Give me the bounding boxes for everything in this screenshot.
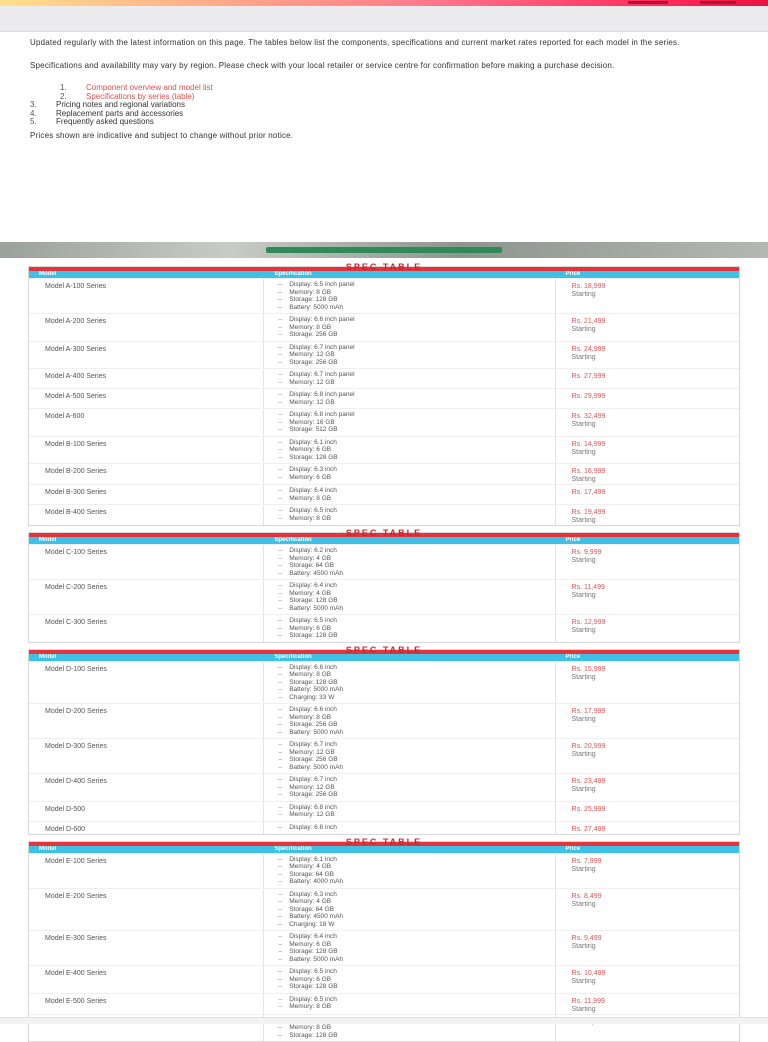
spec-line: – Display: 6.6 inch bbox=[278, 706, 554, 714]
table-row bbox=[29, 388, 739, 408]
list-number: 5. bbox=[30, 117, 37, 126]
spec-line: – Memory: 8 GB bbox=[278, 289, 554, 297]
price-cell bbox=[556, 802, 740, 821]
spec-line: – Memory: 8 GB bbox=[278, 1024, 554, 1032]
price-note: Starting bbox=[571, 900, 596, 908]
price-value: Rs. 25,999 bbox=[571, 805, 606, 813]
price-note: Starting bbox=[571, 978, 596, 986]
article-body bbox=[0, 32, 768, 242]
price-value: Rs. 17,499 bbox=[571, 489, 606, 496]
table-title: SPEC TABLE bbox=[345, 528, 423, 538]
price-value: Rs. 24,999 bbox=[571, 345, 606, 353]
model-cell: Model A-600 bbox=[29, 409, 264, 436]
list-text: Pricing notes and regional variations bbox=[56, 100, 185, 109]
price-note: Starting bbox=[571, 751, 596, 758]
model-cell: Model D-300 Series bbox=[29, 739, 264, 773]
spec-line: – Memory: 4 GB bbox=[278, 590, 554, 598]
model-cell: Model E-300 Series bbox=[29, 931, 264, 965]
spec-line: – Memory: 8 GB bbox=[278, 495, 554, 503]
spec-line: – Memory: 6 GB bbox=[278, 625, 554, 633]
price-value: Rs. 29,999 bbox=[571, 393, 606, 400]
spec-line: – Storage: 256 GB bbox=[278, 359, 554, 367]
price-note: Starting bbox=[571, 557, 596, 564]
spec-cell bbox=[264, 966, 555, 993]
spec-line: – Display: 6.2 inch bbox=[278, 547, 554, 555]
price-cell bbox=[556, 739, 740, 773]
spec-cell bbox=[264, 739, 555, 773]
spec-line: – Charging: 18 W bbox=[278, 921, 554, 929]
spec-cell bbox=[264, 889, 555, 931]
spec-line: – Display: 6.8 inch panel bbox=[278, 411, 554, 419]
spec-line: – Memory: 4 GB bbox=[278, 898, 554, 906]
price-value: Rs. 9,999 bbox=[571, 549, 602, 556]
model-cell: Model A-400 Series bbox=[29, 369, 264, 388]
spec-cell bbox=[264, 279, 555, 313]
spec-line: – Storage: 128 GB bbox=[278, 983, 554, 991]
spec-line: – Memory: 12 GB bbox=[278, 784, 554, 792]
spec-cell bbox=[264, 994, 555, 1014]
spec-line: – Memory: 4 GB bbox=[278, 863, 554, 871]
table-header-cell: Price bbox=[565, 271, 581, 277]
table-row bbox=[29, 278, 739, 313]
price-value: Rs. 11,999 bbox=[571, 997, 605, 1005]
model-cell: Model C-300 Series bbox=[29, 615, 264, 642]
model-cell: Model A-300 Series bbox=[29, 342, 264, 369]
model-cell: Model E-400 Series bbox=[29, 966, 264, 993]
table-title-bar bbox=[29, 528, 739, 538]
price-cell bbox=[556, 369, 740, 388]
model-cell: Model B-200 Series bbox=[29, 464, 264, 484]
price-value: Rs. 32,499 bbox=[571, 413, 606, 420]
spec-line: – Storage: 256 GB bbox=[278, 756, 554, 764]
table-header-cell: Specification bbox=[274, 537, 312, 543]
spec-line: – Storage: 128 GB bbox=[278, 948, 554, 956]
price-value: Rs. 7,999 bbox=[571, 857, 602, 865]
spec-table bbox=[28, 644, 740, 835]
spec-line: – Display: 6.7 inch bbox=[278, 741, 554, 749]
table-header-cell: Model bbox=[39, 271, 57, 277]
spec-line: – Display: 6.5 inch bbox=[278, 617, 554, 625]
image-caption-bar bbox=[266, 247, 502, 253]
spec-cell bbox=[264, 437, 555, 464]
spec-cell bbox=[264, 369, 555, 388]
spec-line: – Storage: 64 GB bbox=[278, 871, 554, 879]
model-cell: Model D-500 bbox=[29, 802, 264, 821]
price-value: Rs. 11,499 bbox=[571, 584, 605, 591]
price-cell bbox=[556, 464, 740, 484]
spec-line: – Storage: 128 GB bbox=[278, 454, 554, 462]
list-link[interactable]: Component overview and model list bbox=[86, 83, 213, 92]
table-row bbox=[29, 661, 739, 704]
table-header-cell: Specification bbox=[274, 271, 312, 277]
price-value: Rs. 19,499 bbox=[571, 509, 606, 516]
price-note: Starting bbox=[571, 326, 596, 333]
spec-line: – Storage: 256 GB bbox=[278, 721, 554, 729]
spec-cell bbox=[264, 774, 555, 801]
spec-line: – Memory: 12 GB bbox=[278, 399, 554, 407]
price-cell bbox=[556, 580, 740, 614]
model-cell: Model C-200 Series bbox=[29, 580, 264, 614]
table-row bbox=[29, 341, 739, 369]
price-note: Starting bbox=[571, 517, 596, 524]
article-paragraph: Specifications and availability may vary by region. Please check with your local retailer or service centre for confirmation before making a purchase decision. bbox=[30, 61, 615, 70]
spec-line: – Memory: 6 GB bbox=[278, 941, 554, 949]
model-cell: Model E-200 Series bbox=[29, 889, 264, 931]
model-cell: Model A-200 Series bbox=[29, 314, 264, 341]
price-note: Starting bbox=[571, 673, 596, 681]
spec-line: – Display: 6.5 inch panel bbox=[278, 281, 554, 289]
table-row bbox=[29, 703, 739, 738]
price-cell bbox=[556, 505, 740, 525]
spec-line: – Memory: 12 GB bbox=[278, 749, 554, 757]
spec-cell bbox=[264, 505, 555, 525]
spec-line: – Display: 6.7 inch panel bbox=[278, 344, 554, 352]
spec-line: – Memory: 8 GB bbox=[278, 1003, 554, 1011]
model-cell: Model D-600 bbox=[29, 822, 264, 834]
spec-line: – Display: 6.8 inch bbox=[278, 804, 554, 812]
spec-line: – Display: 6.7 inch bbox=[278, 776, 554, 784]
spec-cell bbox=[264, 704, 555, 738]
model-cell: Model A-100 Series bbox=[29, 279, 264, 313]
spec-cell bbox=[264, 464, 555, 484]
price-note: Starting bbox=[571, 943, 596, 951]
price-cell bbox=[556, 774, 740, 801]
table-row bbox=[29, 888, 739, 931]
spec-line: – Storage: 128 GB bbox=[278, 296, 554, 304]
price-value: Rs. 17,999 bbox=[571, 708, 606, 715]
spec-line: – Storage: 512 GB bbox=[278, 426, 554, 434]
spec-line: – Display: 6.4 inch bbox=[278, 933, 554, 941]
spec-line: – Storage: 128 GB bbox=[278, 1032, 554, 1040]
list-number: 1. bbox=[60, 83, 67, 92]
table-title-bar bbox=[29, 644, 739, 655]
list-text: Replacement parts and accessories bbox=[56, 108, 184, 118]
spec-line: – Display: 6.8 inch bbox=[278, 824, 554, 832]
model-cell: Model B-400 Series bbox=[29, 505, 264, 525]
spec-cell bbox=[264, 342, 555, 369]
price-value: Rs. 9,499 bbox=[571, 935, 602, 943]
spec-line: – Battery: 5000 mAh bbox=[278, 304, 554, 312]
spec-line: – Memory: 16 GB bbox=[278, 419, 554, 427]
table-row bbox=[29, 801, 739, 821]
spec-line: – Display: 6.3 inch bbox=[278, 891, 554, 899]
table-row bbox=[29, 463, 739, 484]
list-item bbox=[30, 118, 738, 127]
price-cell bbox=[556, 615, 740, 642]
spec-line: – Display: 6.7 inch panel bbox=[278, 371, 554, 379]
table-row bbox=[29, 614, 739, 642]
spec-line: – Display: 6.6 inch panel bbox=[278, 316, 554, 324]
model-cell: Model E-500 Series bbox=[29, 994, 264, 1014]
price-cell bbox=[556, 662, 740, 704]
table-header-cell: Price bbox=[565, 653, 581, 660]
table-title-bar bbox=[29, 262, 739, 272]
price-note: Starting bbox=[571, 1005, 596, 1013]
spec-tables bbox=[0, 258, 768, 1042]
spec-line: – Storage: 128 GB bbox=[278, 632, 554, 640]
price-note: Starting bbox=[571, 476, 596, 483]
price-cell bbox=[556, 485, 740, 504]
price-value: Rs. 23,499 bbox=[571, 778, 606, 785]
spec-cell bbox=[264, 314, 555, 341]
accent-mark bbox=[628, 1, 668, 4]
price-note: Starting bbox=[571, 627, 596, 634]
spec-line: – Memory: 12 GB bbox=[278, 811, 554, 819]
model-cell: Model E-100 Series bbox=[29, 854, 264, 888]
spec-line: – Battery: 5000 mAh bbox=[278, 686, 554, 694]
list-number: 4. bbox=[30, 108, 37, 118]
list-number: 2. bbox=[60, 91, 67, 101]
accent-mark bbox=[700, 1, 736, 4]
spec-line: – Display: 6.5 inch bbox=[278, 996, 554, 1004]
table-row bbox=[29, 579, 739, 614]
spec-line: – Memory: 12 GB bbox=[278, 351, 554, 359]
spec-line: – Memory: 4 GB bbox=[278, 555, 554, 563]
spec-line: – Battery: 4500 mAh bbox=[278, 570, 554, 578]
spec-line: – Display: 6.8 inch panel bbox=[278, 391, 554, 399]
spec-line: – Memory: 6 GB bbox=[278, 446, 554, 454]
spec-table bbox=[28, 528, 740, 643]
price-note: Starting bbox=[571, 291, 596, 298]
price-cell bbox=[556, 994, 740, 1014]
spec-line: – Storage: 256 GB bbox=[278, 331, 554, 339]
price-note: Starting bbox=[571, 592, 596, 599]
model-cell: Model D-400 Series bbox=[29, 774, 264, 801]
table-row bbox=[29, 436, 739, 464]
spec-line: – Battery: 4500 mAh bbox=[278, 913, 554, 921]
spec-line: – Storage: 128 GB bbox=[278, 679, 554, 687]
table-row bbox=[29, 544, 739, 579]
spec-line: – Storage: 128 GB bbox=[278, 597, 554, 605]
spec-line: – Display: 6.3 inch bbox=[278, 466, 554, 474]
price-cell bbox=[556, 854, 740, 888]
table-header-cell: Specification bbox=[274, 653, 312, 660]
price-cell bbox=[556, 822, 740, 834]
spec-line: – Display: 6.1 inch bbox=[278, 856, 554, 864]
model-cell: Model C-100 Series bbox=[29, 545, 264, 579]
table-header-cell: Model bbox=[39, 537, 57, 543]
spec-cell bbox=[264, 580, 555, 614]
article-list bbox=[30, 84, 738, 127]
table-row bbox=[29, 408, 739, 436]
table-title: SPEC TABLE bbox=[345, 836, 423, 847]
price-cell bbox=[556, 545, 740, 579]
spec-cell bbox=[264, 854, 555, 888]
article-image bbox=[0, 242, 768, 258]
table-row bbox=[29, 821, 739, 834]
table-row bbox=[29, 930, 739, 965]
spec-cell bbox=[264, 409, 555, 436]
table-row bbox=[29, 965, 739, 993]
table-header-cell: Model bbox=[39, 845, 57, 852]
spec-line: – Storage: 64 GB bbox=[278, 906, 554, 914]
model-cell: Model A-500 Series bbox=[29, 389, 264, 408]
spec-cell bbox=[264, 545, 555, 579]
spec-line: – Display: 6.4 inch bbox=[278, 582, 554, 590]
model-cell: Model D-200 Series bbox=[29, 704, 264, 738]
price-cell bbox=[556, 279, 740, 313]
spec-line: – Memory: 6 GB bbox=[278, 976, 554, 984]
price-cell bbox=[556, 389, 740, 408]
table-row bbox=[29, 313, 739, 341]
model-cell: Model B-300 Series bbox=[29, 485, 264, 504]
model-cell: Model B-100 Series bbox=[29, 437, 264, 464]
price-cell bbox=[556, 931, 740, 965]
spec-line: – Battery: 4000 mAh bbox=[278, 878, 554, 886]
price-value: Rs. 21,499 bbox=[571, 318, 606, 325]
spec-line: – Memory: 8 GB bbox=[278, 714, 554, 722]
table-header-cell: Specification bbox=[274, 845, 312, 852]
spec-line: – Memory: 12 GB bbox=[278, 379, 554, 387]
bottom-ad-strip bbox=[0, 1017, 768, 1024]
spec-line: – Memory: 8 GB bbox=[278, 515, 554, 523]
list-text: Frequently asked questions bbox=[56, 117, 154, 126]
model-cell: Model D-100 Series bbox=[29, 662, 264, 704]
price-value: Rs. 27,499 bbox=[571, 825, 606, 833]
spec-line: – Display: 6.5 inch bbox=[278, 507, 554, 515]
price-value: Rs. 20,999 bbox=[571, 743, 606, 750]
browser-toolbar bbox=[0, 6, 768, 32]
table-row bbox=[29, 504, 739, 525]
spec-line: – Memory: 6 GB bbox=[278, 474, 554, 482]
table-row bbox=[29, 853, 739, 888]
spec-cell bbox=[264, 802, 555, 821]
list-note: Prices shown are indicative and subject to change without prior notice. bbox=[30, 130, 294, 140]
spec-line: – Battery: 5000 mAh bbox=[278, 729, 554, 737]
spec-cell bbox=[264, 931, 555, 965]
price-value: Rs. 14,999 bbox=[571, 440, 606, 448]
spec-table bbox=[28, 262, 740, 526]
price-note: Starting bbox=[571, 865, 596, 873]
spec-cell bbox=[264, 389, 555, 408]
table-header-cell: Price bbox=[565, 537, 581, 543]
table-title: SPEC TABLE bbox=[345, 644, 423, 655]
spec-line: – Display: 6.1 inch bbox=[278, 439, 554, 447]
price-cell bbox=[556, 889, 740, 931]
list-link[interactable]: Specifications by series (table) bbox=[86, 91, 195, 101]
price-cell bbox=[556, 314, 740, 341]
price-value: Rs. 16,999 bbox=[571, 468, 606, 475]
spec-line: – Charging: 33 W bbox=[278, 694, 554, 702]
table-title: SPEC TABLE bbox=[345, 262, 423, 272]
table-row bbox=[29, 738, 739, 773]
spec-line: – Battery: 5000 mAh bbox=[278, 956, 554, 964]
price-note: Starting bbox=[571, 786, 596, 793]
spec-cell bbox=[264, 485, 555, 504]
price-cell bbox=[556, 409, 740, 436]
list-number: 3. bbox=[30, 100, 37, 109]
table-row bbox=[29, 368, 739, 388]
table-row bbox=[29, 773, 739, 801]
price-value: Rs. 15,999 bbox=[571, 665, 606, 673]
price-cell bbox=[556, 437, 740, 464]
spec-line: – Display: 6.4 inch bbox=[278, 487, 554, 495]
price-note: Starting bbox=[571, 421, 596, 428]
spec-line: – Memory: 8 GB bbox=[278, 324, 554, 332]
price-value: Rs. 8,499 bbox=[571, 892, 602, 900]
price-value: Rs. 12,999 bbox=[571, 619, 606, 626]
spec-line: – Display: 6.6 inch bbox=[278, 664, 554, 672]
spec-line: – Battery: 5000 mAh bbox=[278, 605, 554, 613]
price-cell bbox=[556, 704, 740, 738]
spec-table bbox=[28, 836, 740, 1042]
article-paragraph: Updated regularly with the latest information on this page. The tables below list the components, specifications and current market rates reported for each model in the series. bbox=[30, 38, 680, 47]
price-value: Rs. 10,499 bbox=[571, 970, 606, 978]
table-title-bar bbox=[29, 836, 739, 847]
spec-line: – Memory: 8 GB bbox=[278, 671, 554, 679]
spec-line: – Battery: 5000 mAh bbox=[278, 764, 554, 772]
spec-cell bbox=[264, 662, 555, 704]
table-header-cell: Model bbox=[39, 653, 57, 660]
spec-line: – Storage: 64 GB bbox=[278, 562, 554, 570]
price-note: Starting bbox=[571, 716, 596, 723]
price-note: Starting bbox=[571, 448, 596, 456]
table-header-cell: Price bbox=[565, 845, 581, 852]
price-value: Rs. 27,999 bbox=[571, 373, 606, 380]
spec-cell bbox=[264, 822, 555, 834]
price-note: Starting bbox=[571, 353, 596, 361]
table-row bbox=[29, 484, 739, 504]
price-cell bbox=[556, 342, 740, 369]
spec-line: – Display: 6.5 inch bbox=[278, 968, 554, 976]
price-value: Rs. 18,999 bbox=[571, 283, 606, 290]
spec-cell bbox=[264, 615, 555, 642]
table-row bbox=[29, 993, 739, 1014]
price-cell bbox=[556, 966, 740, 993]
spec-line: – Storage: 256 GB bbox=[278, 791, 554, 799]
